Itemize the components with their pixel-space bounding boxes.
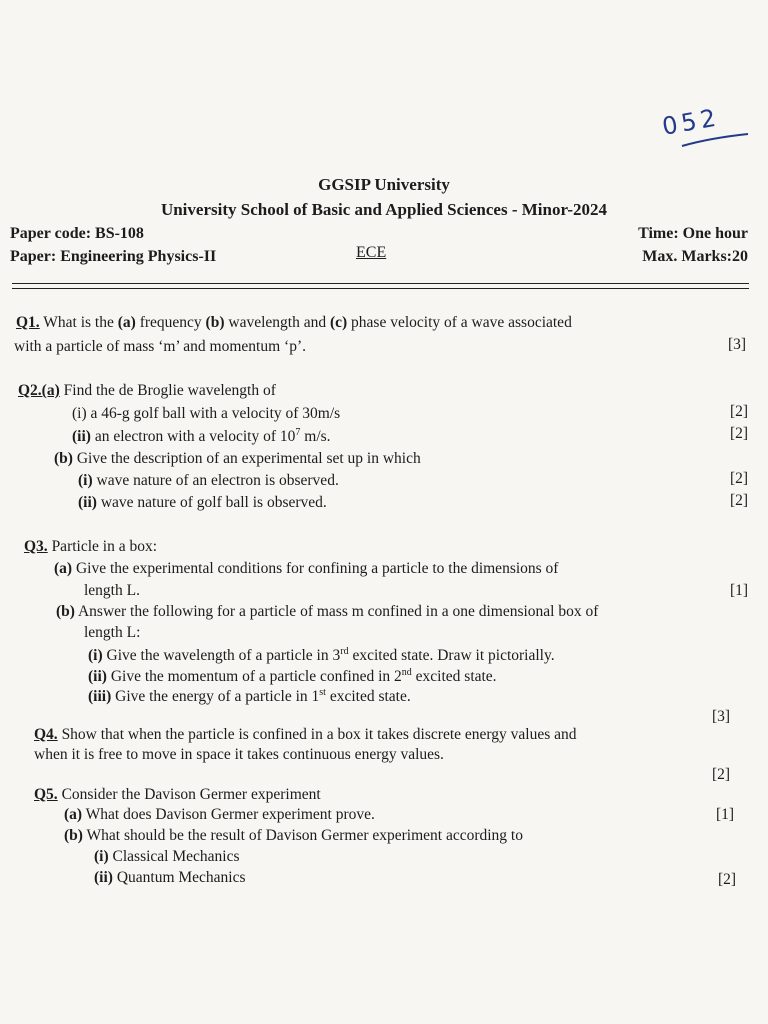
q2-a-i-marks: [2] <box>730 403 749 420</box>
q5-number: Q5. <box>34 786 58 803</box>
q2-b-ii-marks: [2] <box>730 492 749 509</box>
q2-a-ii-marks: [2] <box>730 425 749 442</box>
q4-line1: Q4. Show that when the particle is confined in a box it takes discrete energy values and <box>34 726 577 743</box>
q1-line2: with a particle of mass ‘m’ and momentum ‘p’. <box>14 338 306 355</box>
paper-name: Paper: Engineering Physics-II <box>10 248 217 265</box>
q5-b-ii: (ii) Quantum Mechanics <box>94 869 246 886</box>
q2-b-ii: (ii) wave nature of golf ball is observed. <box>78 494 327 511</box>
header-divider <box>12 283 749 284</box>
max-marks: Max. Marks:20 <box>642 248 748 265</box>
q4-marks: [2] <box>712 766 731 783</box>
exam-time: Time: One hour <box>638 225 748 242</box>
q3-b: (b) Answer the following for a particle of mass m confined in a one dimensional box of <box>56 603 599 620</box>
q3-b-i: (i) Give the wavelength of a particle in 3rd excited state. Draw it pictorially. <box>88 646 555 665</box>
q2-b-i-marks: [2] <box>730 470 749 487</box>
q3-a: (a) Give the experimental conditions for confining a particle to the dimensions of <box>54 560 559 577</box>
school-name: University School of Basic and Applied Sciences - Minor-2024 <box>160 200 608 219</box>
q5-title: Q5. Consider the Davison Germer experiment <box>34 786 321 803</box>
q2-number: Q2.(a) <box>18 382 60 399</box>
q2-a-ii: (ii) an electron with a velocity of $10^7$ m/s. <box>72 427 331 446</box>
q3-a-marks: [1] <box>730 582 749 599</box>
q4-number: Q4. <box>34 726 58 743</box>
branch: ECE <box>356 244 387 261</box>
q5-marks: [2] <box>718 871 737 888</box>
q2-a-i: (i) a 46-g golf ball with a velocity of 30m/s <box>72 405 341 422</box>
q3-b-ii: (ii) Give the momentum of a particle confined in 2nd excited state. <box>88 667 497 686</box>
header-divider-second <box>12 288 749 289</box>
q1-marks: [3] <box>728 336 747 353</box>
handwritten-number: 052 <box>660 103 722 141</box>
q5-a-marks: [1] <box>716 806 735 823</box>
q4-line2: when it is free to move in space it takes continuous energy values. <box>34 746 444 763</box>
q2-intro: Q2.(a) Find the de Broglie wavelength of <box>18 382 276 399</box>
q3-a-line2: length L. <box>84 582 140 599</box>
q3-b-iii: (iii) Give the energy of a particle in 1st excited state. <box>88 687 411 706</box>
q3-b-line2: length L: <box>84 624 141 641</box>
q2-b: (b) Give the description of an experimental set up in which <box>54 450 421 467</box>
q1-number: Q1. <box>16 314 40 331</box>
q3-title: Q3. Particle in a box: <box>24 538 158 555</box>
q2-b-i: (i) wave nature of an electron is observed. <box>78 472 339 489</box>
paper-code: Paper code: BS-108 <box>10 225 144 242</box>
q3-number: Q3. <box>24 538 48 555</box>
university-name: GGSIP University <box>318 175 450 194</box>
q3-marks: [3] <box>712 708 731 725</box>
q5-b: (b) What should be the result of Davison Germer experiment according to <box>64 827 523 844</box>
q5-a: (a) What does Davison Germer experiment prove. <box>64 806 375 823</box>
q1-line1: Q1. What is the (a) frequency (b) wavelength and (c) phase velocity of a wave associated <box>16 314 572 331</box>
q5-b-i: (i) Classical Mechanics <box>94 848 240 865</box>
handwritten-underline <box>680 130 750 150</box>
